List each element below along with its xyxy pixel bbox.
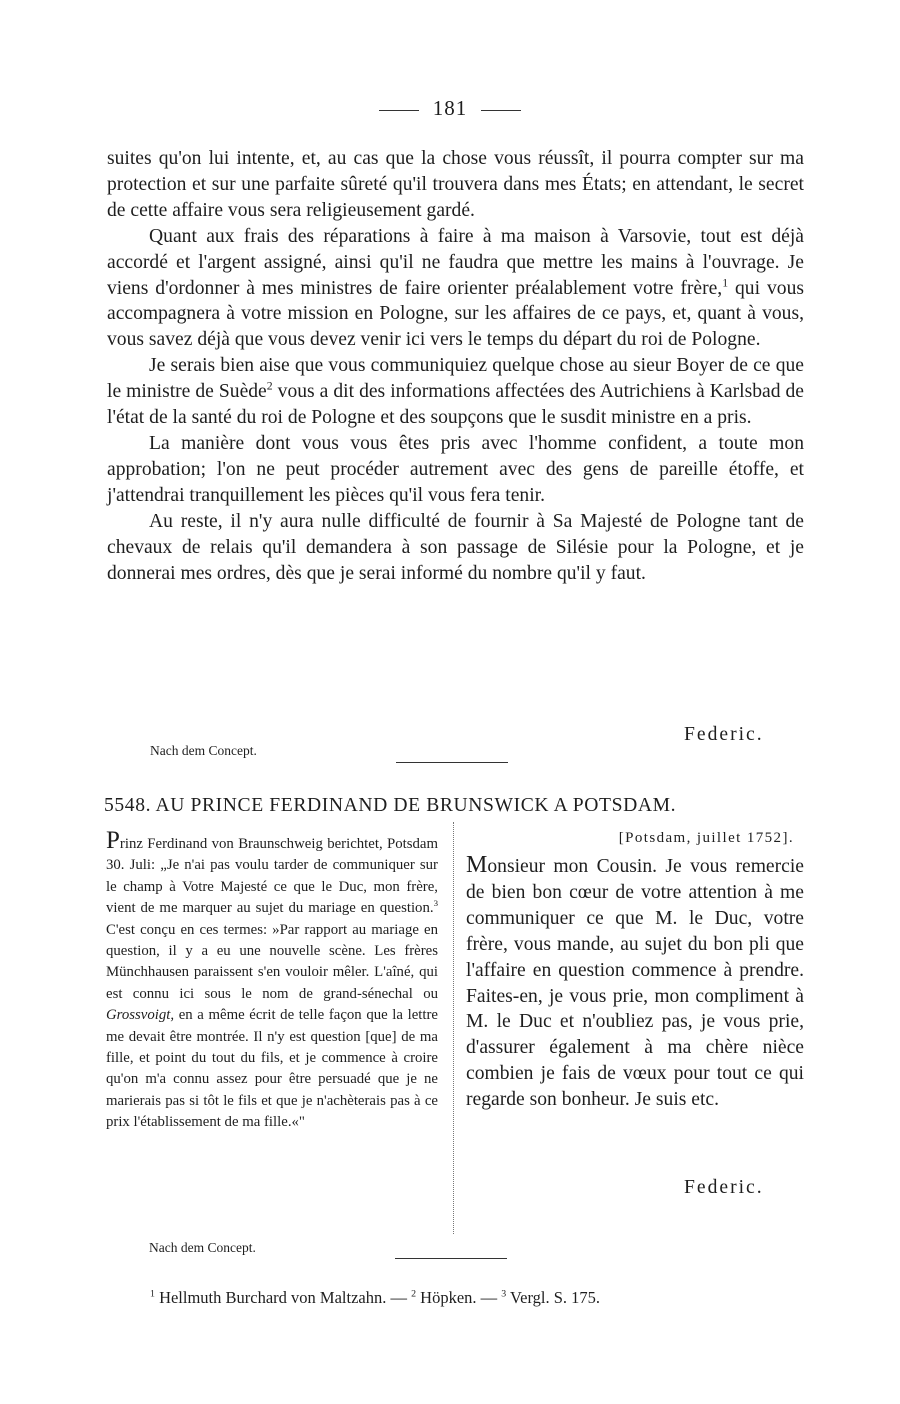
footnote-3-marker: 3 (501, 1288, 507, 1300)
footnote-marker-1: 1 (722, 276, 729, 289)
footnote-marker-2: 2 (266, 379, 273, 393)
footnote-2-marker: 2 (411, 1288, 417, 1300)
footnote-marker-3: 3 (433, 898, 438, 909)
summary-text-2: C'est conçu en ces termes: »Par rapport au mariage en question, il y a eu une nouvelle scène. Les frères Münchhausen paraissent s'en vouloir mêler. L'aîné, qui est connu ici sous le nom de grand-sénechal ou (106, 921, 438, 1002)
signature-federic-2: Federic. (684, 1177, 764, 1198)
source-note-2: Nach dem Concept. (149, 1240, 256, 1255)
page-number (0, 96, 900, 121)
page-number-text: 181 (432, 96, 468, 120)
summary-dropcap: P (106, 827, 120, 854)
section-divider-2 (395, 1258, 507, 1259)
summary-text-1: rinz Ferdinand von Braunschweig berichtet, Potsdam 30. Juli: „Je n'ai pas voulu tarder de communiquer sur le champ à Votre Majesté ce que le Duc, mon frère, vient de me marquer au sujet du mariage en question. (106, 836, 438, 917)
source-note-1: Nach dem Concept. (150, 743, 257, 758)
page-number-rule-right (481, 110, 521, 111)
paragraph-3 (107, 353, 804, 431)
letter-dropcap: M (466, 852, 488, 878)
summary-paragraph (106, 827, 438, 1134)
footnote-3-text: Vergl. S. 175. (506, 1288, 601, 1307)
paragraph-4: La manière dont vous vous êtes pris avec l'homme confident, a toute mon approbation; l'on ne peut procéder autrement avec des gens de pareille étoffe, et j'attendrai tranquillement les pièces qu'il vous fera tenir. (107, 432, 804, 506)
paragraph-2-text: Quant aux frais des réparations à faire à ma maison à Varsovie, tout est déjà accordé et l'argent assigné, ainsi qu'il ne faudra que mettre les mains à l'ouvrage. Je viens d'ordonner à mes ministres de faire orienter préalablement votre frère, (107, 225, 804, 299)
paragraph-2-rest: qui vous accompagnera à votre mission en Pologne, sur les affaires de ce pays, et, quant à vous, vous savez déjà que vous devez venir ici vers le temps du départ du roi de Pologne. (107, 277, 804, 351)
letter-text: onsieur mon Cousin. Je vous remercie de bien bon cœur de votre attention à me communiquer ce que M. le Duc, votre frère, vous mande, au sujet du bon pli que l'affaire en question commence à prendre. Faites-en, je vous prie, mon compliment à M. le Duc et n'oubliez pas, je vous prie, d'assurer également à ma chère nièce combien je fais de vœux pour tout ce qui regarde son bonheur. Je suis etc. (466, 856, 804, 1111)
paragraph-3-rest: vous a dit des informations affectées des Autrichiens à Karlsbad de l'état de la santé du roi de Pologne et des soupçons que le susdit ministre en a pris. (107, 381, 804, 429)
right-column-letter (466, 828, 804, 1113)
paragraph-5: Au reste, il n'y aura nulle difficulté de fournir à Sa Majesté de Pologne tant de chevaux de relais qu'il demandera à son passage de Silésie pour la Pologne, et je donnerai mes ordres, dès que je serai informé du nombre qu'il y faut. (107, 510, 804, 584)
signature-federic-1: Federic. (684, 724, 764, 745)
section-divider-1 (396, 762, 508, 763)
footnotes (150, 1288, 800, 1308)
main-text (107, 146, 804, 586)
paragraph-3-text: Je serais bien aise que vous communiquiez quelque chose au sieur Boyer de ce que le ministre de Suède (107, 355, 804, 403)
footnote-1-marker: 1 (150, 1288, 155, 1300)
summary-italic-word: Grossvoigt, (106, 1007, 175, 1024)
paragraph-2 (107, 224, 804, 354)
column-divider (453, 822, 454, 1234)
document-heading: 5548. AU PRINCE FERDINAND DE BRUNSWICK A POTSDAM. (104, 795, 677, 816)
footnote-2-text: Höpken. — (416, 1288, 502, 1307)
letter-body (466, 853, 804, 1113)
letter-dateline: [Potsdam, juillet 1752]. (618, 830, 794, 846)
paragraph-1: suites qu'on lui intente, et, au cas que la chose vous réussît, il pourra compter sur ma protection et sur une parfaite sûreté qu'il trouvera dans mes États; en attendant, le secret de cette affaire vous sera religieusement gardé. (107, 148, 804, 221)
footnote-1-text: Hellmuth Burchard von Maltzahn. — (154, 1288, 412, 1307)
left-column-summary (106, 827, 438, 1134)
page-number-rule-left (379, 110, 419, 111)
summary-text-3: en a même écrit de telle façon que la lettre me devait être montrée. Il n'y est question [que] de ma fille, et point du tout du fils, et je commence à croire qu'on m'a connu assez pour être persuadé que je ne marierais pas si tôt le fils et que je n'achèterais pas à ce prix l'établissement de ma fille.«" (106, 1007, 438, 1131)
